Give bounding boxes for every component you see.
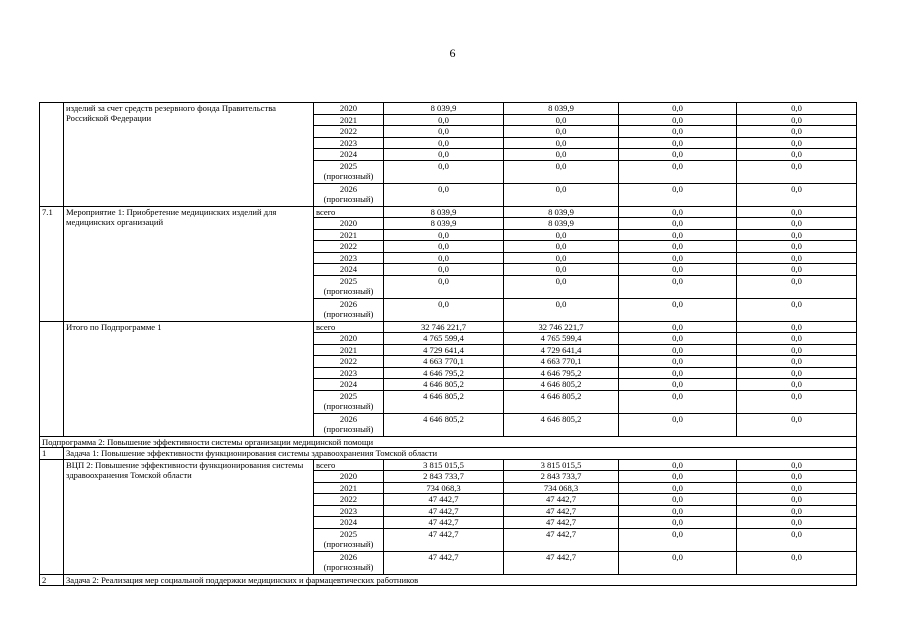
value-cell: 0,0 <box>737 298 857 321</box>
row-name: Мероприятие 1: Приобретение медицинских изделий для медицинских организаций <box>64 206 314 321</box>
value-cell: 0,0 <box>619 379 737 391</box>
year-cell: 2022 <box>314 356 384 368</box>
year-cell: 2025 (прогнозный) <box>314 160 384 183</box>
value-cell: 8 039,9 <box>504 218 619 230</box>
row-number <box>40 321 64 436</box>
value-cell: 0,0 <box>619 471 737 483</box>
value-cell: 0,0 <box>737 390 857 413</box>
value-cell: 0,0 <box>619 482 737 494</box>
value-cell: 0,0 <box>504 183 619 206</box>
value-cell: 0,0 <box>737 321 857 333</box>
value-cell: 4 646 805,2 <box>384 379 504 391</box>
value-cell: 0,0 <box>504 229 619 241</box>
value-cell: 0,0 <box>619 298 737 321</box>
year-cell: 2024 <box>314 149 384 161</box>
year-cell: 2021 <box>314 482 384 494</box>
task-title: Задача 1: Повышение эффективности функционирования системы здравоохранения Томской области <box>64 448 857 460</box>
value-cell: 0,0 <box>619 367 737 379</box>
value-cell: 0,0 <box>737 114 857 126</box>
task-title: Задача 2: Реализация мер социальной поддержки медицинских и фармацевтических работников <box>64 574 857 586</box>
value-cell: 47 442,7 <box>384 494 504 506</box>
value-cell: 734 068,3 <box>504 482 619 494</box>
year-cell: 2020 <box>314 471 384 483</box>
value-cell: 0,0 <box>737 551 857 574</box>
value-cell: 0,0 <box>737 482 857 494</box>
value-cell: 47 442,7 <box>384 528 504 551</box>
value-cell: 0,0 <box>737 471 857 483</box>
value-cell: 47 442,7 <box>504 517 619 529</box>
value-cell: 0,0 <box>737 126 857 138</box>
value-cell: 0,0 <box>504 298 619 321</box>
value-cell: 0,0 <box>737 517 857 529</box>
value-cell: 0,0 <box>619 160 737 183</box>
budget-table <box>39 102 857 586</box>
value-cell: 0,0 <box>737 413 857 436</box>
value-cell: 3 815 015,5 <box>384 459 504 471</box>
value-cell: 4 646 795,2 <box>504 367 619 379</box>
value-cell: 0,0 <box>737 356 857 368</box>
value-cell: 0,0 <box>619 103 737 115</box>
value-cell: 4 765 599,4 <box>384 333 504 345</box>
value-cell: 8 039,9 <box>504 103 619 115</box>
row-name: Итого по Подпрограмме 1 <box>64 321 314 436</box>
value-cell: 4 646 805,2 <box>384 413 504 436</box>
value-cell: 0,0 <box>737 367 857 379</box>
year-cell: всего <box>314 206 384 218</box>
value-cell: 0,0 <box>504 149 619 161</box>
value-cell: 0,0 <box>619 183 737 206</box>
table-row <box>40 459 857 471</box>
value-cell: 0,0 <box>619 241 737 253</box>
value-cell: 0,0 <box>737 252 857 264</box>
value-cell: 4 663 770,1 <box>384 356 504 368</box>
value-cell: 0,0 <box>737 229 857 241</box>
value-cell: 0,0 <box>619 149 737 161</box>
value-cell: 0,0 <box>384 126 504 138</box>
value-cell: 47 442,7 <box>504 505 619 517</box>
value-cell: 0,0 <box>504 241 619 253</box>
value-cell: 0,0 <box>737 494 857 506</box>
value-cell: 4 646 805,2 <box>504 413 619 436</box>
value-cell: 0,0 <box>619 505 737 517</box>
year-cell: 2020 <box>314 218 384 230</box>
value-cell: 0,0 <box>619 494 737 506</box>
value-cell: 0,0 <box>384 137 504 149</box>
value-cell: 0,0 <box>384 160 504 183</box>
year-cell: 2026 (прогнозный) <box>314 551 384 574</box>
value-cell: 0,0 <box>384 183 504 206</box>
value-cell: 47 442,7 <box>504 551 619 574</box>
value-cell: 0,0 <box>737 160 857 183</box>
task-number: 2 <box>40 574 64 586</box>
year-cell: всего <box>314 321 384 333</box>
value-cell: 0,0 <box>737 275 857 298</box>
value-cell: 0,0 <box>619 252 737 264</box>
year-cell: 2024 <box>314 379 384 391</box>
value-cell: 47 442,7 <box>504 494 619 506</box>
year-cell: 2023 <box>314 505 384 517</box>
value-cell: 0,0 <box>737 528 857 551</box>
value-cell: 0,0 <box>384 229 504 241</box>
value-cell: 0,0 <box>619 459 737 471</box>
value-cell: 0,0 <box>619 333 737 345</box>
value-cell: 4 646 805,2 <box>384 390 504 413</box>
value-cell: 0,0 <box>737 149 857 161</box>
year-cell: 2023 <box>314 137 384 149</box>
value-cell: 0,0 <box>504 264 619 276</box>
value-cell: 0,0 <box>384 252 504 264</box>
year-cell: всего <box>314 459 384 471</box>
year-cell: 2024 <box>314 264 384 276</box>
row-name: ВЦП 2: Повышение эффективности функционирования системы здравоохранения Томской области <box>64 459 314 574</box>
value-cell: 0,0 <box>737 103 857 115</box>
year-cell: 2021 <box>314 229 384 241</box>
value-cell: 0,0 <box>619 517 737 529</box>
value-cell: 0,0 <box>504 137 619 149</box>
row-number: 7.1 <box>40 206 64 321</box>
value-cell: 0,0 <box>737 264 857 276</box>
value-cell: 0,0 <box>504 114 619 126</box>
value-cell: 4 765 599,4 <box>504 333 619 345</box>
value-cell: 4 729 641,4 <box>384 344 504 356</box>
value-cell: 0,0 <box>504 160 619 183</box>
row-number <box>40 103 64 207</box>
year-cell: 2021 <box>314 344 384 356</box>
value-cell: 0,0 <box>619 528 737 551</box>
row-name: изделий за счет средств резервного фонда Правительства Российской Федерации <box>64 103 314 207</box>
value-cell: 0,0 <box>737 333 857 345</box>
value-cell: 0,0 <box>504 252 619 264</box>
value-cell: 0,0 <box>737 459 857 471</box>
year-cell: 2025 (прогнозный) <box>314 275 384 298</box>
value-cell: 0,0 <box>619 413 737 436</box>
value-cell: 0,0 <box>737 505 857 517</box>
value-cell: 47 442,7 <box>504 528 619 551</box>
table-row <box>40 206 857 218</box>
value-cell: 0,0 <box>619 114 737 126</box>
year-cell: 2022 <box>314 241 384 253</box>
year-cell: 2022 <box>314 494 384 506</box>
task-row <box>40 574 857 586</box>
value-cell: 0,0 <box>619 126 737 138</box>
value-cell: 3 815 015,5 <box>504 459 619 471</box>
value-cell: 4 646 805,2 <box>504 390 619 413</box>
value-cell: 0,0 <box>504 126 619 138</box>
value-cell: 0,0 <box>737 206 857 218</box>
value-cell: 0,0 <box>737 379 857 391</box>
value-cell: 0,0 <box>619 356 737 368</box>
value-cell: 0,0 <box>737 344 857 356</box>
row-number <box>40 459 64 574</box>
value-cell: 0,0 <box>737 241 857 253</box>
table-row <box>40 103 857 115</box>
value-cell: 47 442,7 <box>384 505 504 517</box>
year-cell: 2024 <box>314 517 384 529</box>
table-row <box>40 321 857 333</box>
value-cell: 0,0 <box>384 149 504 161</box>
value-cell: 0,0 <box>384 298 504 321</box>
task-row <box>40 448 857 460</box>
value-cell: 2 843 733,7 <box>504 471 619 483</box>
value-cell: 47 442,7 <box>384 517 504 529</box>
year-cell: 2025 (прогнозный) <box>314 528 384 551</box>
value-cell: 0,0 <box>619 551 737 574</box>
value-cell: 0,0 <box>737 183 857 206</box>
value-cell: 0,0 <box>619 137 737 149</box>
value-cell: 0,0 <box>619 218 737 230</box>
value-cell: 8 039,9 <box>384 103 504 115</box>
value-cell: 0,0 <box>619 275 737 298</box>
value-cell: 4 729 641,4 <box>504 344 619 356</box>
value-cell: 0,0 <box>504 275 619 298</box>
value-cell: 8 039,9 <box>384 218 504 230</box>
year-cell: 2026 (прогнозный) <box>314 183 384 206</box>
year-cell: 2020 <box>314 333 384 345</box>
value-cell: 0,0 <box>384 241 504 253</box>
value-cell: 8 039,9 <box>504 206 619 218</box>
value-cell: 0,0 <box>619 390 737 413</box>
year-cell: 2026 (прогнозный) <box>314 413 384 436</box>
value-cell: 734 068,3 <box>384 482 504 494</box>
value-cell: 4 646 805,2 <box>504 379 619 391</box>
value-cell: 47 442,7 <box>384 551 504 574</box>
subprogram-row <box>40 436 857 448</box>
year-cell: 2022 <box>314 126 384 138</box>
value-cell: 0,0 <box>619 229 737 241</box>
value-cell: 0,0 <box>619 206 737 218</box>
year-cell: 2021 <box>314 114 384 126</box>
subprogram-title: Подпрограмма 2: Повышение эффективности системы организации медицинской помощи <box>40 436 857 448</box>
value-cell: 0,0 <box>384 114 504 126</box>
value-cell: 32 746 221,7 <box>504 321 619 333</box>
value-cell: 0,0 <box>619 321 737 333</box>
page-number: 6 <box>449 46 456 60</box>
value-cell: 0,0 <box>737 137 857 149</box>
year-cell: 2026 (прогнозный) <box>314 298 384 321</box>
value-cell: 0,0 <box>619 264 737 276</box>
value-cell: 0,0 <box>384 275 504 298</box>
year-cell: 2023 <box>314 252 384 264</box>
value-cell: 0,0 <box>737 218 857 230</box>
value-cell: 0,0 <box>619 344 737 356</box>
year-cell: 2020 <box>314 103 384 115</box>
value-cell: 4 663 770,1 <box>504 356 619 368</box>
value-cell: 8 039,9 <box>384 206 504 218</box>
value-cell: 32 746 221,7 <box>384 321 504 333</box>
task-number: 1 <box>40 448 64 460</box>
value-cell: 2 843 733,7 <box>384 471 504 483</box>
year-cell: 2025 (прогнозный) <box>314 390 384 413</box>
year-cell: 2023 <box>314 367 384 379</box>
value-cell: 0,0 <box>384 264 504 276</box>
value-cell: 4 646 795,2 <box>384 367 504 379</box>
